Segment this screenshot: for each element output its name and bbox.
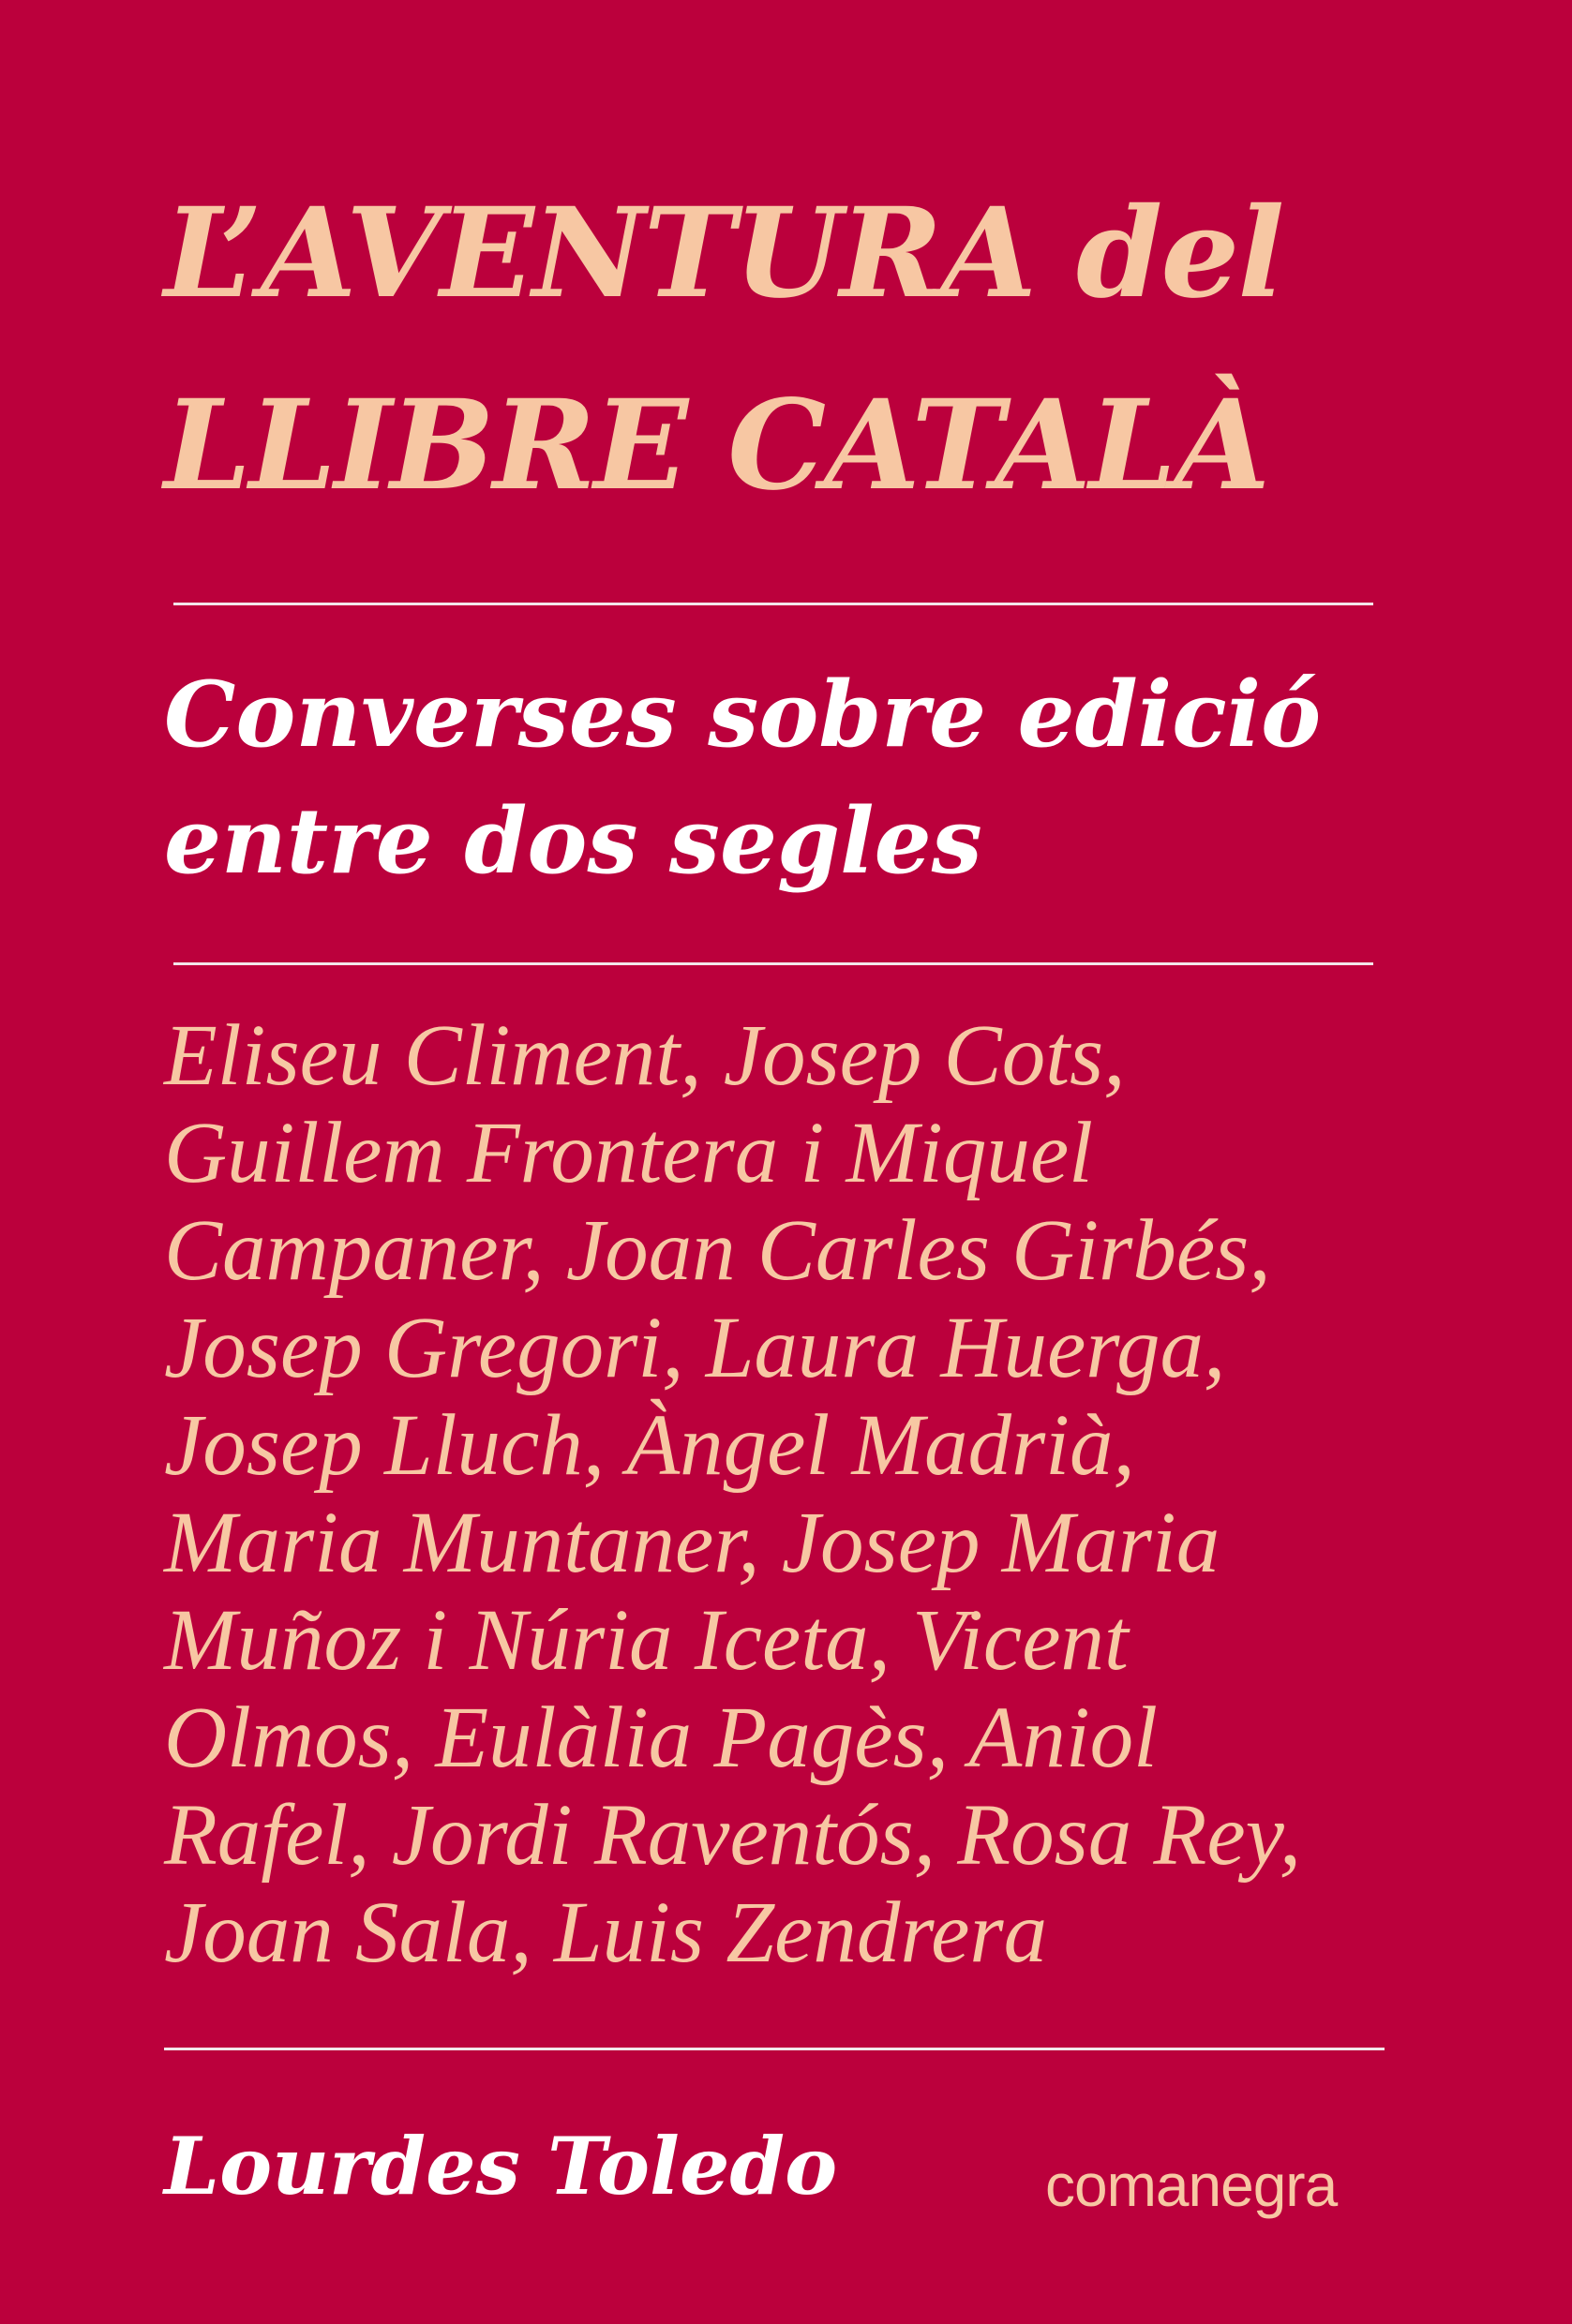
contributors-line: Muñoz i Núria Iceta, Vicent	[164, 1592, 1129, 1689]
contributors-line: Campaner, Joan Carles Girbés,	[164, 1202, 1271, 1299]
subtitle-line-1: Converses sobre edició	[164, 662, 1322, 767]
title-line-2: LLIBRE CATALÀ	[164, 373, 1269, 518]
subtitle-line-2: entre dos segles	[164, 788, 982, 894]
contributors-line: Guillem Frontera i Miquel	[164, 1105, 1093, 1201]
book-author: Lourdes Toledo	[164, 2120, 838, 2212]
publisher-logo: comanegra	[1045, 2152, 1338, 2219]
divider-rule-top	[173, 603, 1373, 605]
contributors-line: Olmos, Eulàlia Pagès, Aniol	[164, 1690, 1159, 1786]
contributors-list	[164, 1007, 1439, 1982]
divider-rule-bottom	[164, 2048, 1385, 2050]
contributors-line: Rafel, Jordi Raventós, Rosa Rey,	[164, 1787, 1301, 1884]
divider-rule-middle	[173, 962, 1373, 965]
contributors-line: Maria Muntaner, Josep Maria	[164, 1495, 1220, 1591]
contributors-line: Josep Lluch, Àngel Madrià,	[164, 1397, 1135, 1494]
title-line-1: L’AVENTURA del	[164, 181, 1283, 326]
contributors-line: Josep Gregori, Laura Huerga,	[164, 1300, 1226, 1396]
contributors-line: Eliseu Climent, Josep Cots,	[164, 1007, 1126, 1104]
contributors-line: Joan Sala, Luis Zendrera	[164, 1885, 1048, 1981]
